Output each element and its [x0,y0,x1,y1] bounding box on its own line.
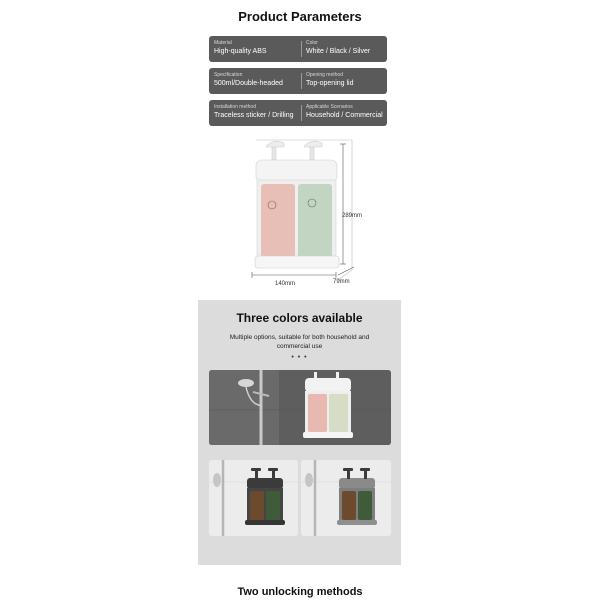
param-divider [301,73,302,89]
param-value: White / Black / Silver [306,48,371,55]
photo-white-dispenser [209,370,391,445]
param-card-installation [209,100,387,126]
dimension-depth: 79mm [333,279,350,285]
dots-icon: • • • [291,354,308,361]
param-value: Traceless sticker / Drilling [214,112,294,119]
param-label: Applicable Scenarios [306,104,353,110]
param-value: Household / Commercial [306,112,383,119]
bottle-pink [261,184,295,258]
dimension-height: 289mm [342,213,363,219]
colors-section-subtitle: Multiple options, suitable for both household and commercial use [229,334,370,350]
param-value: 500ml/Double-headed [214,80,283,87]
dispenser-tray [255,256,339,268]
pump-icon-right [304,141,322,160]
photo-black-dispenser [209,460,298,536]
param-value: High-quality ABS [214,48,267,55]
param-label: Color [306,40,318,46]
dispenser-lid [256,160,337,182]
unlocking-section-title: Two unlocking methods [237,586,363,598]
param-card-specification [209,68,387,94]
param-label: Opening method [306,72,343,78]
dimension-width: 140mm [275,281,296,287]
param-value: Top-opening lid [306,80,354,87]
param-divider [301,105,302,121]
param-divider [301,41,302,57]
param-label: Material [214,40,232,46]
page-title: Product Parameters [238,9,362,24]
white-dispenser-icon [303,372,353,438]
depth-dimension-line [338,267,354,275]
param-label: Specification [214,72,243,78]
param-card-material [209,36,387,62]
bottle-green [298,184,332,258]
colors-section-title: Three colors available [236,311,363,325]
pump-icon-left [266,141,284,160]
param-label: Installation method [214,104,256,110]
photo-silver-dispenser [301,460,391,536]
